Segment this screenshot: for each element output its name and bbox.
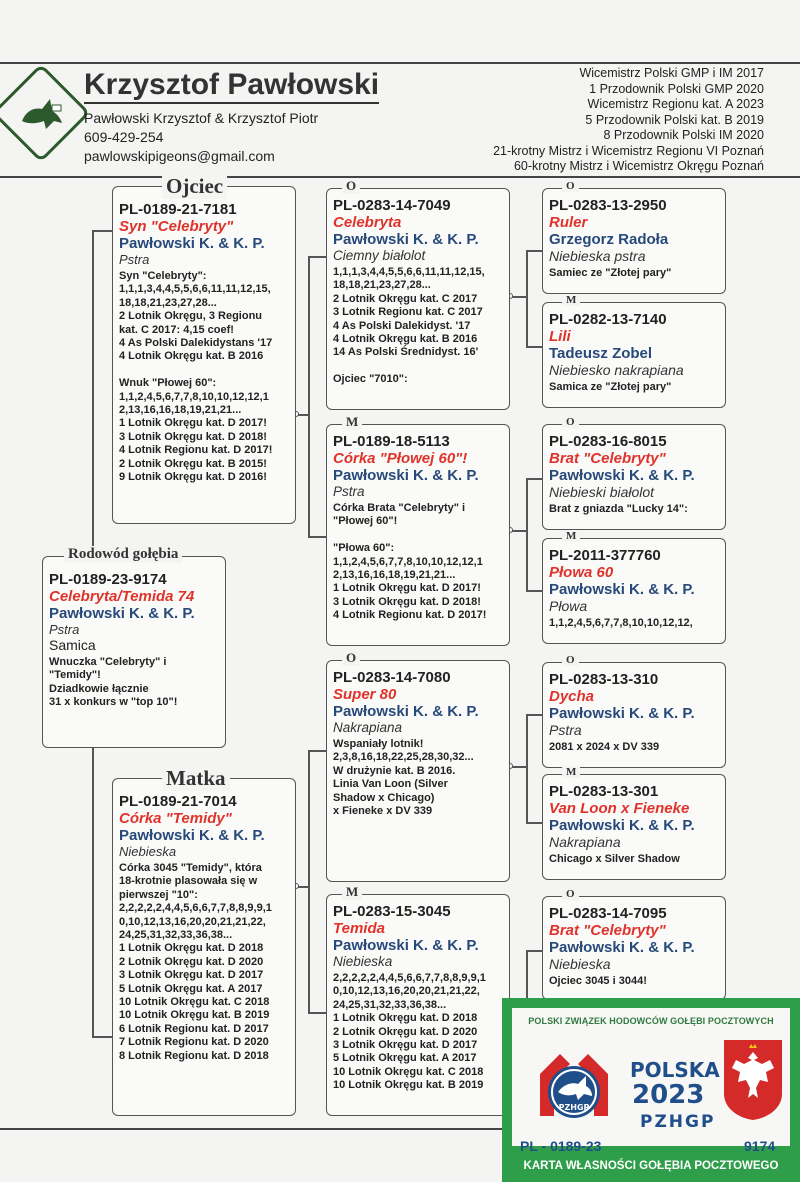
ring-number: PL-0189-18-5113: [333, 433, 450, 450]
ring-number: PL-2011-377760: [549, 547, 661, 564]
pigeon-owner: Pawłowski K. & K. P.: [119, 827, 265, 844]
pigeon-name: Temida: [333, 920, 385, 937]
pigeon-name: Syn "Celebryty": [119, 218, 234, 235]
connector-line: [526, 822, 542, 824]
pigeon-logo: [0, 64, 90, 163]
pigeon-name: Córka "Temidy": [119, 810, 232, 827]
great-grandparent-label: O: [562, 180, 579, 192]
father-card: [112, 186, 296, 524]
great-grandparent-label: M: [562, 766, 580, 778]
paternal-grandmother-label: M: [342, 414, 362, 430]
pigeon-color: Nakrapiana: [549, 834, 621, 850]
award-item: 8 Przodownik Polski IM 2020: [603, 128, 764, 142]
connector-line: [526, 250, 542, 252]
pigeon-name: Super 80: [333, 686, 397, 703]
pigeon-owner: Pawłowski K. & K. P.: [119, 235, 265, 252]
pigeon-name: Dycha: [549, 688, 595, 705]
connector-line: [92, 230, 112, 232]
pigeon-name: Ruler: [549, 214, 588, 231]
great-grandparent-label: M: [562, 294, 580, 306]
pigeon-description: Córka Brata "Celebryty" i "Płowej 60"! "Płowa 60": 1,1,2,4,5,6,7,7,8,10,10,12,12,1 2,13,16,16,18,19,21,21... 1 Lotnik Okręgu kat. D 2017! 3 Lotnik Okręgu kat. D 2018! 4 Lotnik Regionu kat. D 2017!: [333, 502, 487, 622]
pigeon-color: Niebieska pstra: [549, 248, 646, 264]
connector-line: [526, 250, 528, 346]
email-line: pawlowskipigeons@gmail.com: [84, 148, 275, 164]
award-item: Wicemistrz Polski GMP i IM 2017: [579, 66, 764, 80]
card-panel: [512, 1008, 790, 1154]
pigeon-description: Syn "Celebryty": 1,1,1,3,4,4,5,5,6,6,11,11,12,15, 18,18,21,23,27,28... 2 Lotnik Okręgu, 3 Regionu kat. C 2017: 4,15 coef! 4 As Polski Dalekidystans '17 4 Lotnik Okręgu kat. B 2016 Wnuk "Płowej 60": 1,1,2,4,5,6,7,7,8,10,10,12,12,1 2,13,16,16,18,19,21,21... 1 Lotnik Okręgu kat. D 2017! 3 Lotnik Okręgu kat. D 2018! 4 Lotnik Regionu kat. D 2017! 2 Lotnik Okręgu kat. B 2015! 9 Lotnik Okręgu kat. D 2016!: [119, 270, 273, 484]
ring-number: PL-0283-13-301: [549, 783, 659, 800]
mother-label: Matka: [162, 766, 230, 791]
pigeon-description: Wnuczka "Celebryty" i "Temidy"! Dziadkowie łącznie 31 x konkurs w "top 10"!: [49, 656, 178, 709]
pigeon-color: Pstra: [549, 722, 582, 738]
pigeon-owner: Pawłowski K. & K. P.: [549, 817, 695, 834]
pigeon-description: Chicago x Silver Shadow: [549, 853, 680, 865]
ring-number: PL-0283-14-7049: [333, 197, 451, 214]
connector-line: [308, 750, 326, 752]
pzhgp-emblem-icon: [526, 1036, 622, 1132]
connector-line: [308, 750, 310, 1012]
pigeon-name: Celebryta/Temida 74: [49, 588, 195, 605]
great-grandparent-card: [542, 774, 726, 880]
father-label: Ojciec: [162, 174, 227, 199]
connector-line: [526, 478, 542, 480]
connector-line: [526, 346, 542, 348]
pigeon-name: Van Loon x Fieneke: [549, 800, 690, 817]
ring-number: PL-0283-13-2950: [549, 197, 667, 214]
subject-label: Rodowód gołębia: [64, 546, 182, 563]
great-grandparent-label: O: [562, 416, 579, 428]
pigeon-owner: Pawłowski K. & K. P.: [49, 605, 195, 622]
connector-line: [526, 478, 528, 590]
pigeon-description: Ojciec 3045 i 3044!: [549, 975, 647, 987]
great-grandparent-card: [542, 662, 726, 768]
connector-line: [526, 950, 542, 952]
award-item: Wicemistrz Regionu kat. A 2023: [587, 97, 764, 111]
pigeon-description: Brat z gniazda "Lucky 14":: [549, 503, 688, 515]
connector-line: [92, 746, 94, 1036]
card-ring-prefix: PL - 0189-23: [520, 1138, 602, 1154]
maternal-grandfather-label: O: [342, 650, 360, 666]
pigeon-owner: Pawłowski K. & K. P.: [333, 937, 479, 954]
pigeon-description: Samiec ze "Złotej pary": [549, 267, 672, 279]
pigeon-description: 1,1,1,3,4,4,5,5,6,6,11,11,12,15, 18,18,21,23,27,28... 2 Lotnik Okręgu kat. C 2017 3 Lotnik Regionu kat. C 2017 4 As Polski Dalekidyst. '17 4 Lotnik Okręgu kat. B 2016 14 As Polski Średnidyst. 16' Ojciec "7010":: [333, 266, 485, 386]
pigeon-description: Córka 3045 "Temidy", która 18-krotnie plasowała się w pierwszej "10": 2,2,2,2,2,4,4,5,6,6,7,7,8,8,9,9,1 0,10,12,13,16,20,20,21,21,22, 24,25,31,32,33,36,38... 1 Lotnik Okręgu kat. D 2018 2 Lotnik Okręgu kat. D 2020 3 Lotnik Okręgu kat. D 2017 5 Lotnik Okręgu kat. A 2017 10 Lotnik Okręgu kat. C 2018 10 Lotnik Okręgu kat. B 2019 6 Lotnik Regionu kat. D 2017 7 Lotnik Regionu kat. D 2020 8 Lotnik Regionu kat. D 2018: [119, 862, 272, 1062]
pigeon-owner: Pawłowski K. & K. P.: [549, 581, 695, 598]
pigeon-color: Niebieski białolot: [549, 484, 655, 500]
pigeon-name: Córka "Płowej 60"!: [333, 450, 468, 467]
great-grandparent-label: O: [562, 654, 579, 666]
pigeon-name: Celebryta: [333, 214, 402, 231]
great-grandparent-card: [542, 302, 726, 408]
pigeon-color: Pstra: [119, 252, 150, 267]
pigeon-color: Ciemny białolot: [333, 248, 426, 263]
ring-number: PL-0283-13-310: [549, 671, 659, 688]
awards-list: [493, 66, 764, 175]
connector-line: [526, 950, 528, 1004]
header-bottom-rule: [0, 176, 800, 178]
card-ring-number: 9174: [744, 1138, 776, 1154]
connector-line: [308, 256, 310, 536]
pigeon-color: Niebieska: [119, 844, 177, 859]
pigeon-color: Płowa: [549, 598, 588, 614]
pigeon-name: Brat "Celebryty": [549, 450, 666, 467]
great-grandparent-card: [542, 538, 726, 644]
ring-number: PL-0283-16-8015: [549, 433, 667, 450]
pigeon-description: Samica ze "Złotej pary": [549, 381, 672, 393]
pigeon-owner: Pawłowski K. & K. P.: [549, 467, 695, 484]
pigeon-description: 2081 x 2024 x DV 339: [549, 741, 660, 753]
pigeon-description: Wspaniały lotnik! 2,3,8,16,18,22,25,28,30,32... W drużynie kat. B 2016. Linia Van Loon (Silver Shadow x Chicago) x Fieneke x DV 339: [333, 738, 474, 818]
pigeon-owner: Pawłowski K. & K. P.: [333, 231, 479, 248]
breeder-name: Krzysztof Pawłowski: [84, 68, 379, 104]
pigeon-sex: Samica: [49, 637, 96, 653]
great-grandparent-card: [542, 188, 726, 294]
header-top-rule: [0, 62, 800, 64]
pigeon-color: Nakrapiana: [333, 720, 403, 735]
emblem-text: PZHGP: [558, 1103, 590, 1112]
pigeon-description: 2,2,2,2,2,4,4,5,6,6,7,7,8,8,9,9,1 0,10,12,13,16,20,20,21,21,22, 24,25,31,32,33,36,38... 1 Lotnik Okręgu kat. D 2018 2 Lotnik Okręgu kat. D 2020 3 Lotnik Okręgu kat. D 2017 5 Lotnik Okręgu kat. A 2017 10 Lotnik Okręgu kat. C 2018 10 Lotnik Okręgu kat. B 2019: [333, 972, 486, 1092]
subject-pigeon-card: [42, 556, 226, 748]
great-grandparent-card: [542, 424, 726, 530]
pigeon-owner: Grzegorz Radoła: [549, 231, 669, 248]
pigeon-owner: Pawłowski K. & K. P.: [549, 939, 695, 956]
connector-line: [308, 256, 326, 258]
maternal-grandmother-label: M: [342, 884, 362, 900]
pigeon-name: Brat "Celebryty": [549, 922, 666, 939]
ring-number: PL-0282-13-7140: [549, 311, 667, 328]
owners-line: Pawłowski Krzysztof & Krzysztof Piotr: [84, 110, 319, 126]
pigeon-color: Niebieska: [333, 954, 393, 969]
pigeon-color: Niebiesko nakrapiana: [549, 362, 684, 378]
connector-line: [92, 230, 94, 554]
pigeon-owner: Pawłowski K. & K. P.: [549, 705, 695, 722]
great-grandparent-card: [542, 896, 726, 1000]
ring-number: PL-0189-21-7181: [119, 201, 237, 218]
pigeon-owner: Pawłowski K. & K. P.: [333, 703, 479, 720]
connector-line: [526, 714, 528, 822]
ring-number: PL-0283-14-7095: [549, 905, 667, 922]
pigeon-name: Lili: [549, 328, 571, 345]
card-country: POLSKA: [630, 1058, 720, 1082]
pigeon-color: Pstra: [49, 622, 80, 637]
maternal-grandmother-card: [326, 894, 510, 1116]
pigeon-owner: Tadeusz Zobel: [549, 345, 653, 362]
maternal-grandfather-card: [326, 660, 510, 882]
ownership-card: [502, 998, 800, 1182]
footer-rule: [0, 1128, 502, 1130]
ring-number: PL-0189-23-9174: [49, 571, 167, 588]
paternal-grandmother-card: [326, 424, 510, 646]
mother-card: [112, 778, 296, 1116]
paternal-grandfather-label: O: [342, 178, 360, 194]
connector-line: [526, 590, 542, 592]
pigeon-color: Niebieska: [549, 956, 611, 972]
ring-number: PL-0189-21-7014: [119, 793, 237, 810]
award-item: 21-krotny Mistrz i Wicemistrz Regionu VI Poznań: [493, 143, 764, 158]
pigeon-icon: [16, 91, 66, 135]
card-org: POLSKI ZWIĄZEK HODOWCÓW GOŁĘBI POCZTOWYCH: [528, 1016, 774, 1026]
pigeon-owner: Pawłowski K. & K. P.: [333, 467, 479, 484]
award-item: 60-krotny Mistrz i Wicemistrz Okręgu Poznań: [513, 159, 764, 173]
connector-line: [526, 714, 542, 716]
connector-line: [92, 1036, 112, 1038]
pigeon-color: Pstra: [333, 484, 365, 499]
polish-eagle-icon: [722, 1038, 784, 1122]
card-title: KARTA WŁASNOŚCI GOŁĘBIA POCZTOWEGO: [523, 1160, 779, 1172]
great-grandparent-label: M: [562, 530, 580, 542]
pigeon-name: Płowa 60: [549, 564, 614, 581]
card-year: 2023: [632, 1080, 705, 1110]
pigeon-description: 1,1,2,4,5,6,7,7,8,10,10,12,12,: [549, 617, 693, 629]
card-assoc: PZHGP: [640, 1112, 716, 1132]
great-grandparent-label: O: [562, 888, 579, 900]
ring-number: PL-0283-14-7080: [333, 669, 451, 686]
award-item: 5 Przodownik Polski kat. B 2019: [585, 112, 764, 127]
connector-line: [308, 536, 326, 538]
ring-number: PL-0283-15-3045: [333, 903, 451, 920]
award-item: 1 Przodownik Polski GMP 2020: [589, 81, 764, 96]
paternal-grandfather-card: [326, 188, 510, 410]
connector-line: [308, 1012, 326, 1014]
phone-line: 609-429-254: [84, 129, 164, 145]
